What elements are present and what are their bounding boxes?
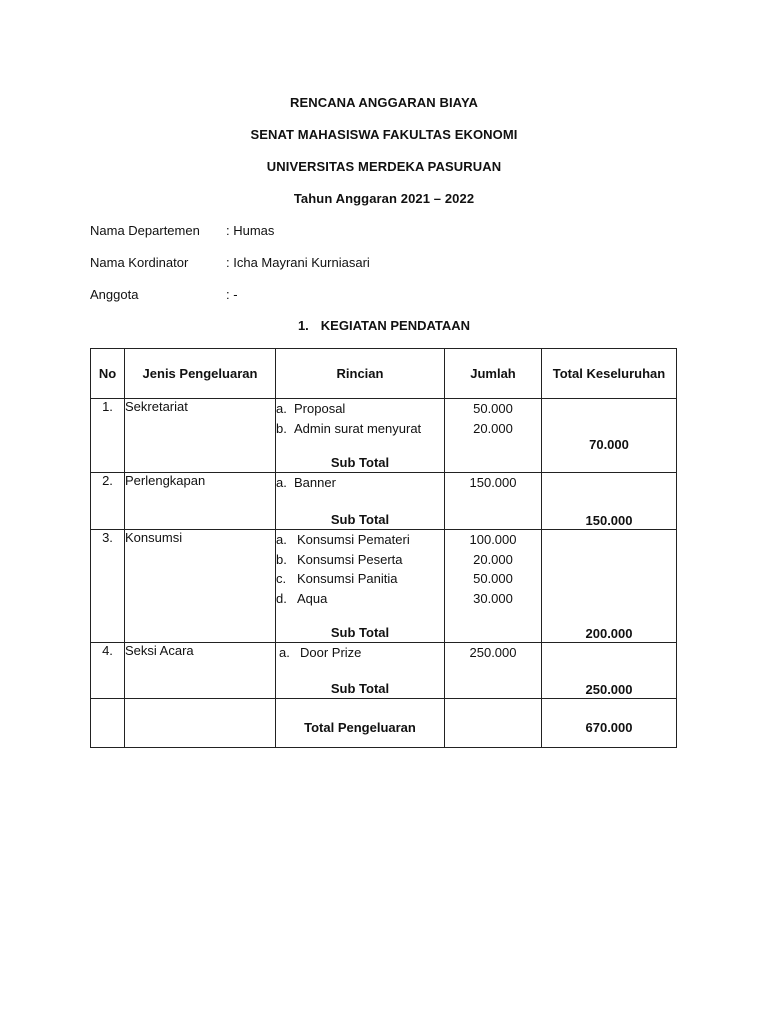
- document-title: RENCANA ANGGARAN BIAYA: [289, 95, 479, 110]
- row-total: [542, 473, 677, 530]
- row-rincian: [276, 530, 445, 643]
- row-jumlah: [445, 530, 542, 643]
- row-rincian: [276, 643, 445, 699]
- grand-total-label-cell: [276, 699, 445, 748]
- header-jenis: Jenis Pengeluaran: [125, 349, 276, 399]
- line-item: a. Konsumsi Pemateri: [276, 532, 410, 547]
- line-item: b. Konsumsi Peserta: [276, 551, 403, 567]
- row-rincian: [276, 399, 445, 473]
- empty-cell: [125, 699, 276, 748]
- table-row: [91, 643, 677, 699]
- table-row: [91, 399, 677, 473]
- row-no: 2.: [91, 473, 125, 530]
- amount: 250.000: [469, 645, 517, 660]
- subtotal-label: Sub Total: [330, 681, 390, 696]
- row-no: 1.: [91, 399, 125, 473]
- line-item: a. Banner: [276, 475, 336, 490]
- row-jenis: Seksi Acara: [125, 643, 276, 699]
- amount: 30.000: [473, 590, 513, 606]
- header-no: No: [91, 349, 125, 399]
- section-heading: [0, 318, 768, 333]
- info-kordinator: [90, 255, 370, 270]
- row-no: 4.: [91, 643, 125, 699]
- row-no: 3.: [91, 530, 125, 643]
- anggota-label: Anggota: [90, 287, 139, 302]
- kordinator-value: : Icha Mayrani Kurniasari: [226, 255, 370, 270]
- amount: 20.000: [473, 420, 513, 436]
- row-jumlah: [445, 399, 542, 473]
- section-number: 1.: [297, 318, 309, 333]
- table-row: [91, 530, 677, 643]
- row-rincian: [276, 473, 445, 530]
- row-jumlah: [445, 473, 542, 530]
- info-anggota: [90, 287, 238, 302]
- kordinator-label: Nama Kordinator: [90, 255, 189, 270]
- row-jumlah: [445, 643, 542, 699]
- anggota-value: : -: [226, 287, 238, 302]
- line-item: a. Door Prize: [279, 645, 362, 660]
- grand-total-row: [91, 699, 677, 748]
- row-total: [542, 530, 677, 643]
- subtotal-label: Sub Total: [330, 455, 390, 470]
- amount: 50.000: [473, 571, 513, 586]
- row-jenis: Konsumsi: [125, 530, 276, 643]
- row-jenis: Sekretariat: [125, 399, 276, 473]
- grand-total-value-cell: [542, 699, 677, 748]
- amount: 100.000: [469, 532, 517, 547]
- line-item: d. Aqua: [276, 590, 328, 606]
- line-item: a. Proposal: [276, 401, 346, 416]
- amount: 50.000: [473, 401, 513, 416]
- university-name: UNIVERSITAS MERDEKA PASURUAN: [266, 159, 502, 174]
- total-value: 70.000: [589, 437, 629, 452]
- subtotal-label: Sub Total: [330, 625, 390, 640]
- grand-total-label: Total Pengeluaran: [304, 720, 416, 735]
- amount: 20.000: [473, 551, 513, 567]
- total-value: 250.000: [585, 682, 633, 697]
- subtotal-label: Sub Total: [330, 512, 390, 527]
- row-jenis: Perlengkapan: [125, 473, 276, 530]
- header-rincian: Rincian: [276, 349, 445, 399]
- amount: 150.000: [469, 475, 517, 490]
- table-row: [91, 473, 677, 530]
- organization-name: SENAT MAHASISWA FAKULTAS EKONOMI: [250, 127, 518, 142]
- budget-year: Tahun Anggaran 2021 – 2022: [293, 191, 475, 206]
- line-item: c. Konsumsi Panitia: [276, 571, 398, 586]
- grand-total-value: 670.000: [585, 720, 633, 735]
- departemen-label: Nama Departemen: [90, 223, 200, 238]
- header-jumlah: Jumlah: [445, 349, 542, 399]
- row-total: [542, 399, 677, 473]
- row-total: [542, 643, 677, 699]
- total-value: 150.000: [585, 513, 633, 528]
- budget-table: [90, 348, 677, 748]
- line-item: b. Admin surat menyurat: [276, 420, 422, 436]
- table-header-row: [91, 349, 677, 399]
- departemen-value: : Humas: [226, 223, 275, 238]
- total-value: 200.000: [585, 626, 633, 641]
- empty-cell: [91, 699, 125, 748]
- info-departemen: [90, 223, 274, 238]
- header-total: Total Keseluruhan: [542, 349, 677, 399]
- section-title: KEGIATAN PENDATAAN: [320, 318, 471, 333]
- empty-cell: [445, 699, 542, 748]
